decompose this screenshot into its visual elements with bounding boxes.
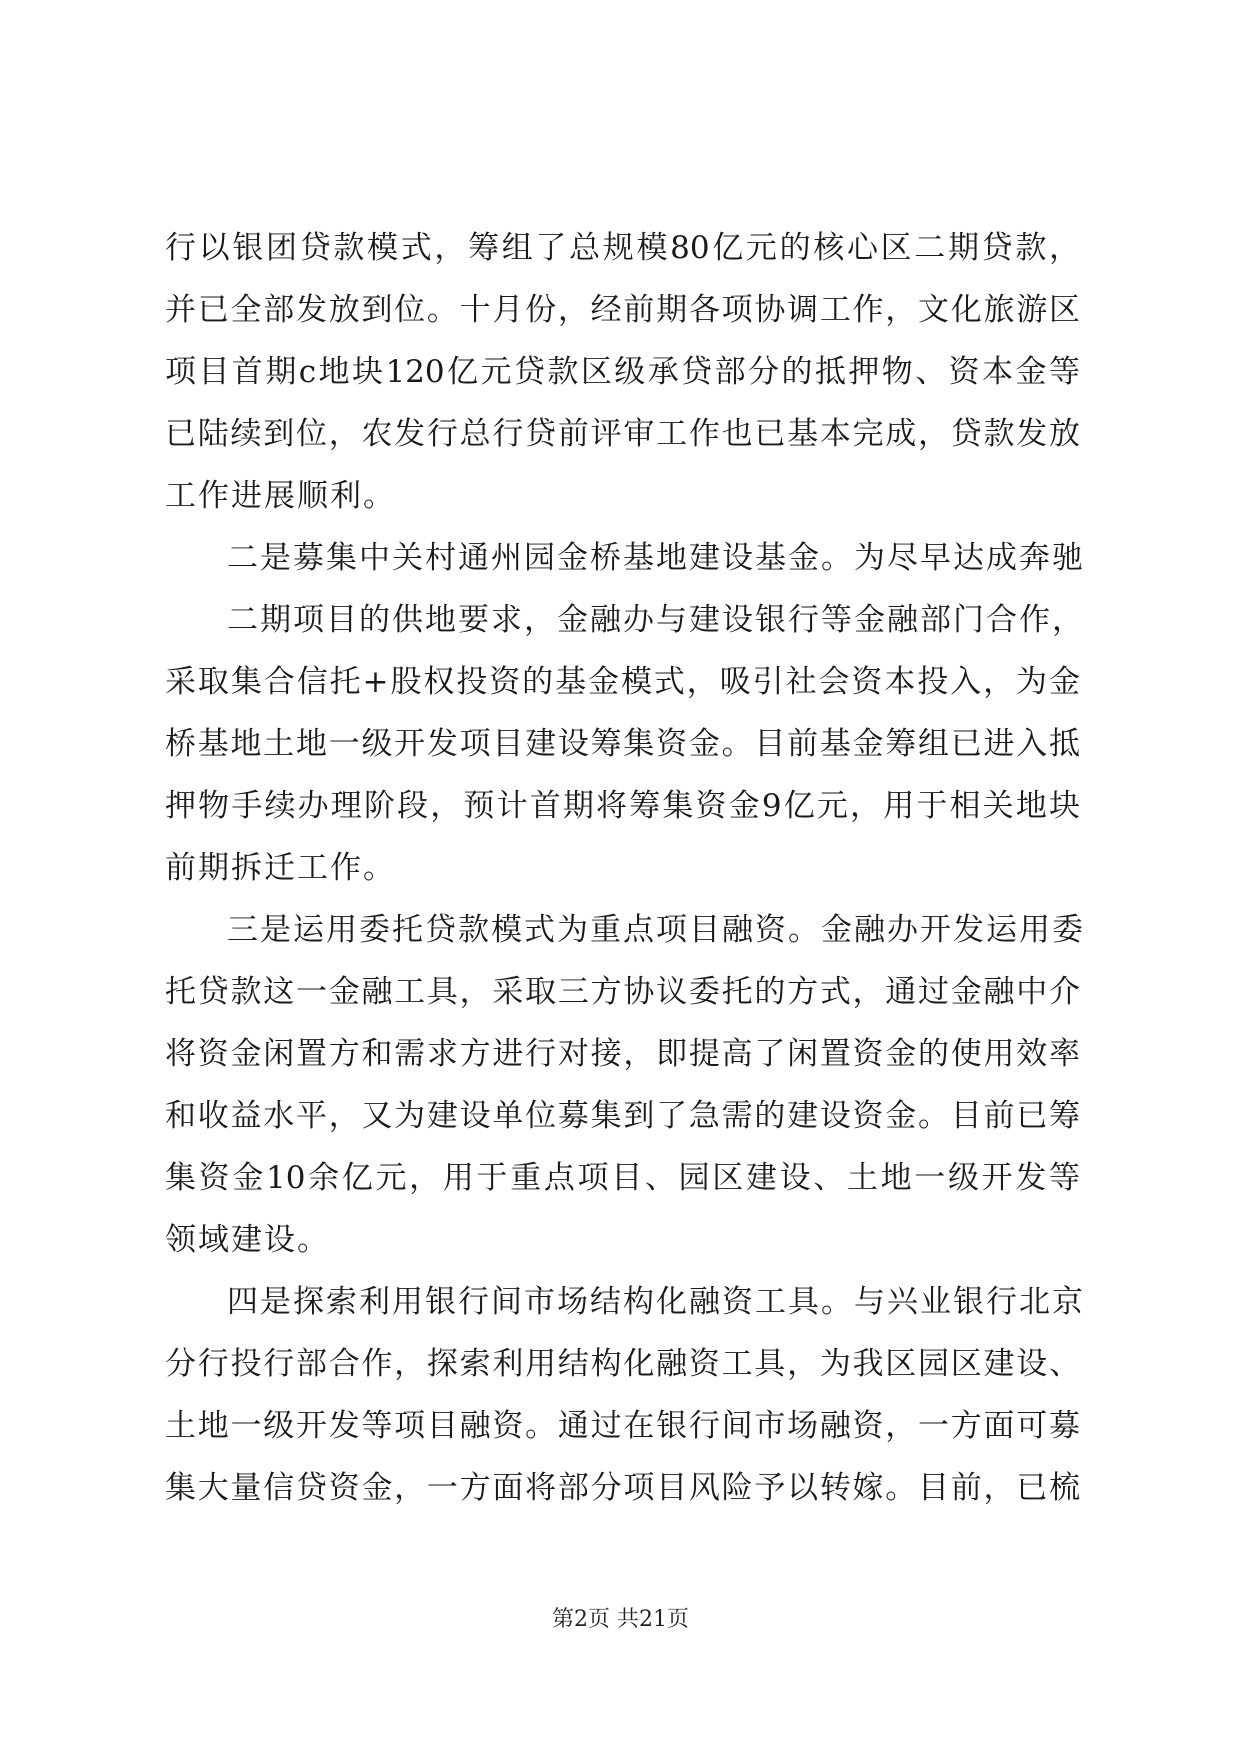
page-footer: 第2页 共21页	[552, 1607, 689, 1632]
text-line: 二期项目的供地要求，金融办与建设银行等金融部门合作，	[227, 602, 1085, 638]
text-line: 集资金10余亿元，用于重点项目、园区建设、土地一级开发等	[165, 1160, 1080, 1196]
text-line: 将资金闲置方和需求方进行对接，即提高了闲置资金的使用效率	[165, 1036, 1080, 1072]
text-line: 集大量信贷资金，一方面将部分项目风险予以转嫁。目前，已梳	[165, 1470, 1080, 1506]
text-line: 前期拆迁工作。	[165, 850, 396, 886]
text-line: 桥基地土地一级开发项目建设筹集资金。目前基金筹组已进入抵	[165, 726, 1080, 762]
text-line: 项目首期c地块120亿元贷款区级承贷部分的抵押物、资本金等	[165, 354, 1080, 390]
paragraph-start-line: 二是募集中关村通州园金桥基地建设基金。为尽早达成奔驰	[227, 540, 1085, 576]
text-line: 工作进展顺利。	[165, 478, 396, 514]
text-line: 押物手续办理阶段，预计首期将筹集资金9亿元，用于相关地块	[165, 788, 1080, 824]
text-line: 领域建设。	[165, 1222, 330, 1258]
text-line: 和收益水平，又为建设单位募集到了急需的建设资金。目前已筹	[165, 1098, 1080, 1134]
text-line: 已陆续到位，农发行总行贷前评审工作也已基本完成，贷款发放	[165, 416, 1080, 452]
paragraph-start-line: 四是探索利用银行间市场结构化融资工具。与兴业银行北京	[227, 1284, 1085, 1320]
text-line: 行以银团贷款模式，筹组了总规模80亿元的核心区二期贷款，	[165, 230, 1080, 266]
text-line: 土地一级开发等项目融资。通过在银行间市场融资，一方面可募	[165, 1408, 1080, 1444]
paragraph-start-line: 三是运用委托贷款模式为重点项目融资。金融办开发运用委	[227, 912, 1085, 948]
text-line: 并已全部发放到位。十月份，经前期各项协调工作，文化旅游区	[165, 292, 1080, 328]
text-line: 采取集合信托+股权投资的基金模式，吸引社会资本投入，为金	[165, 664, 1080, 700]
text-line: 分行投行部合作，探索利用结构化融资工具，为我区园区建设、	[165, 1346, 1080, 1382]
text-line: 托贷款这一金融工具，采取三方协议委托的方式，通过金融中介	[165, 974, 1080, 1010]
